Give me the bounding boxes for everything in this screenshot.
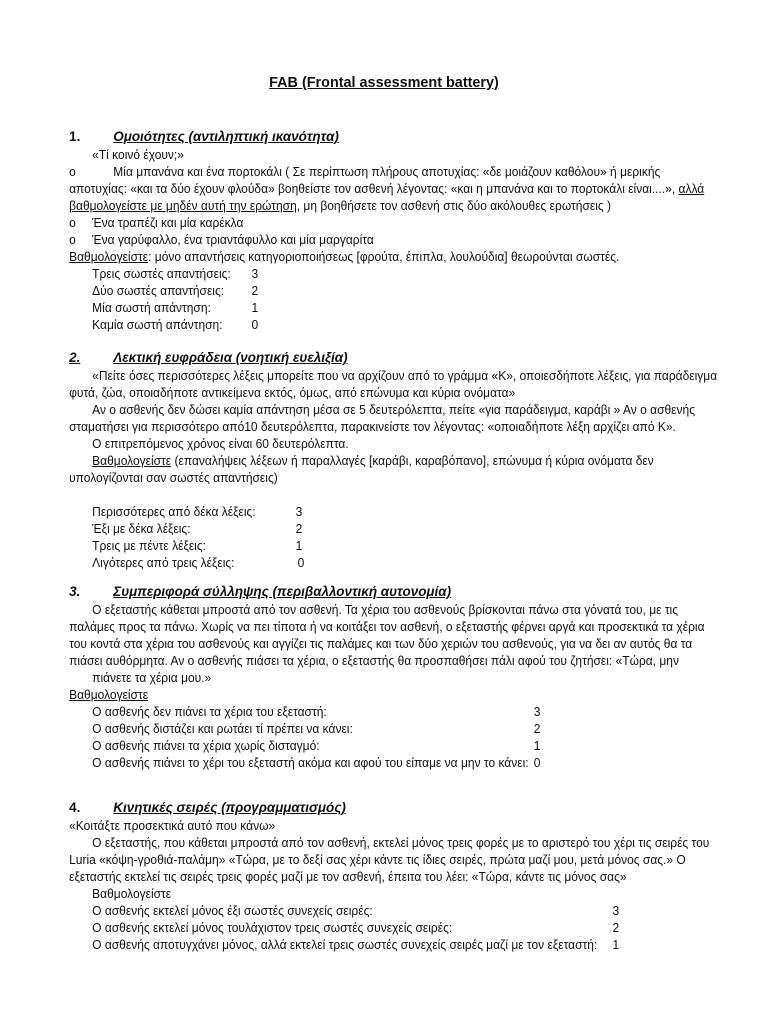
section-2-score-value: 3 — [295, 505, 303, 519]
section-2-score-label: Περισσότερες από δέκα λέξεις: — [92, 505, 256, 519]
section-4-line-1: «Κοιτάξτε προσεκτικά αυτό που κάνω» — [69, 819, 276, 833]
section-4-scoring-label: Βαθμολογείστε — [92, 887, 172, 901]
section-1-item-1-line-2: αποτυχίας: «και τα δύο έχουν φλούδα» βοηθείστε τον ασθενή λέγοντας: «και η μπανάνα και το πορτοκάλι είναι....», αλλά — [69, 182, 705, 196]
section-1-number: 1. — [69, 128, 81, 144]
section-1-item-1-line-3: βαθμολογείστε με μηδέν αυτή την ερώτηση, μη βοηθήσετε τον ασθενή στις δύο ακόλουθες ερωτήσεις ) — [69, 199, 612, 213]
section-2-para-2-line-2: σταματήσει για περισσότερο από10 δευτερόλεπτα, παρακινείστε τον λέγοντας: «οποιαδήποτε λέξη αρχίζει από Κ». — [69, 420, 676, 434]
section-2-score-label: Έξι με δέκα λέξεις: — [92, 522, 191, 536]
section-3-score-value: 3 — [533, 705, 541, 719]
section-4-number: 4. — [69, 799, 81, 815]
section-3-number: 3. — [69, 583, 81, 599]
section-1-score-value: 3 — [251, 267, 259, 281]
section-3-line-2: παλάμες προς τα πάνω. Χωρίς να πει τίποτα ή να κοιτάξει τον ασθενή, ο εξεταστής φέρνει αργά και προσεκτικά τα χέρια — [69, 620, 705, 634]
section-2-para-4-line-2: υπολογίζονται σαν σωστές απαντήσεις) — [69, 471, 278, 485]
section-1-score-label: Τρεις σωστές απαντήσεις: — [92, 267, 231, 281]
section-2-para-2-line-1: Αν ο ασθενής δεν δώσει καμία απάντηση μέσα σε 5 δευτερόλεπτα, πείτε «για παράδειγμα, καράβι » Αν ο ασθενής — [92, 403, 695, 417]
section-1-prompt: «Τί κοινό έχουν;» — [92, 148, 184, 162]
section-4-title: Κινητικές σειρές (προγραμματισμός) — [113, 799, 346, 815]
section-3-score-value: 0 — [533, 756, 541, 770]
section-1-score-label: Δύο σωστές απαντήσεις: — [92, 284, 225, 298]
section-3-score-label: Ο ασθενής διστάζει και ρωτάει τί πρέπει να κάνει: — [92, 722, 353, 736]
section-1-item-1-line-1: Μία μπανάνα και ένα πορτοκάλι ( Σε περίπτωση πλήρους αποτυχίας: «δε μοιάζουν καθόλου» ή μερικής — [113, 165, 661, 179]
section-4-score-value: 3 — [612, 904, 620, 918]
section-3-line-4: πιάσει αυθόρμητα. Αν ο ασθενής πιάσει τα χέρια, ο εξεταστής θα προσπαθήσει πάλι αφού του ζητήσει: «Τώρα, μην — [69, 654, 679, 668]
section-4-score-label: Ο ασθενής αποτυγχάνει μόνος, αλλά εκτελεί τρεις σωστές συνεχείς σειρές μαζί με τον εξεταστή: — [92, 938, 598, 952]
section-4-score-value: 2 — [612, 921, 620, 935]
bullet: o — [69, 165, 76, 179]
section-3-score-label: Ο ασθενής πιάνει τα χέρια χωρίς δισταγμό: — [92, 739, 320, 753]
section-3-title: Συμπεριφορά σύλληψης (περιβαλλοντική αυτονομία) — [113, 583, 452, 599]
section-2-score-value: 0 — [297, 556, 305, 570]
section-3-score-value: 1 — [533, 739, 541, 753]
section-4-score-label: Ο ασθενής εκτελεί μόνος τουλάχιστον τρεις σωστές συνεχείς σειρές: — [92, 921, 453, 935]
section-2-para-4-line-1: Βαθμολογείστε (επαναλήψεις λέξεων ή παραλλαγές [καράβι, καραβόπανο], επώνυμα ή κύρια ονόματα δεν — [92, 454, 654, 468]
section-1-item-3: Ένα γαρύφαλλο, ένα τριαντάφυλλο και μία μαργαρίτα — [92, 233, 374, 247]
document-title: FAB (Frontal assessment battery) — [269, 74, 499, 91]
section-2-score-value: 2 — [295, 522, 303, 536]
section-1-item-2: Ένα τραπέζι και μία καρέκλα — [92, 216, 244, 230]
section-3-score-value: 2 — [533, 722, 541, 736]
section-1-score-value: 1 — [251, 301, 259, 315]
section-2-score-value: 1 — [295, 539, 303, 553]
section-2-number: 2. — [69, 349, 81, 365]
section-1-title: Ομοιότητες (αντιληπτική ικανότητα) — [113, 128, 339, 144]
section-2-para-1-line-1: «Πείτε όσες περισσότερες λέξεις μπορείτε που να αρχίζουν από το γράμμα «Κ», οποιεσδήποτε λέξεις, για παράδειγμα — [92, 369, 718, 383]
section-1-score-value: 0 — [251, 318, 259, 332]
section-1-score-label: Καμία σωστή απάντηση: — [92, 318, 223, 332]
section-1-score-value: 2 — [251, 284, 259, 298]
section-3-line-3: του κοντά στα χέρια του ασθενούς και αγγίζει τις παλάμες και των δύο χεριών του ασθενούς, για να δει αν αυτός θα τα — [69, 637, 693, 651]
section-3-line-5: πιάνετε τα χέρια μου.» — [92, 671, 212, 685]
section-4-line-2: Ο εξεταστής, που κάθεται μπροστά από τον ασθενή, εκτελεί μόνος τρεις φορές με το αριστερό του χέρι τις σειρές του — [92, 836, 710, 850]
section-3-score-label: Ο ασθενής πιάνει το χέρι του εξεταστή ακόμα και αφού του είπαμε να μην το κάνει: — [92, 756, 529, 770]
section-2-para-1-line-2: φυτά, ζώα, οποιαδήποτε αντικείμενα εκτός, όμως, από επώνυμα και κύρια ονόματα» — [69, 386, 516, 400]
section-1-scoring-note: Βαθμολογείστε: μόνο απαντήσεις κατηγοριοποιήσεως [φρούτα, έπιπλα, λουλούδια] θεωρούνται σωστές. — [69, 250, 620, 264]
section-1-score-label: Μία σωστή απάντηση: — [92, 301, 211, 315]
section-4-score-value: 1 — [612, 938, 620, 952]
section-2-score-label: Τρεις με πέντε λέξεις: — [92, 539, 206, 553]
section-3-scoring-label: Βαθμολογείστε — [69, 688, 149, 702]
section-2-score-label: Λιγότερες από τρεις λέξεις: — [92, 556, 235, 570]
bullet: o — [69, 216, 76, 230]
section-2-para-3: Ο επιτρεπόμενος χρόνος είναι 60 δευτερόλεπτα. — [92, 437, 349, 451]
section-4-line-4: εξεταστής εκτελεί τις σειρές τρεις φορές μαζί με τον ασθενή, έπειτα του λέει: «Τώρα, κάντε τις μόνος σας» — [69, 870, 627, 884]
section-4-score-label: Ο ασθενής εκτελεί μόνος έξι σωστές συνεχείς σειρές: — [92, 904, 373, 918]
section-4-line-3: Luria «κόψη-γροθιά-παλάμη» «Τώρα, με το δεξί σας χέρι κάντε τις ίδιες σειρές, πρώτα μαζί μου, μετά μόνος σας.» Ο — [69, 853, 686, 867]
section-2-title: Λεκτική ευφράδεια (νοητική ευελιξία) — [113, 349, 348, 365]
section-3-score-label: Ο ασθενής δεν πιάνει τα χέρια του εξεταστή: — [92, 705, 327, 719]
bullet: o — [69, 233, 76, 247]
section-3-line-1: Ο εξεταστής κάθεται μπροστά από τον ασθενή. Τα χέρια του ασθενούς βρίσκονται πάνω στα γόνατά του, με τις — [92, 603, 679, 617]
